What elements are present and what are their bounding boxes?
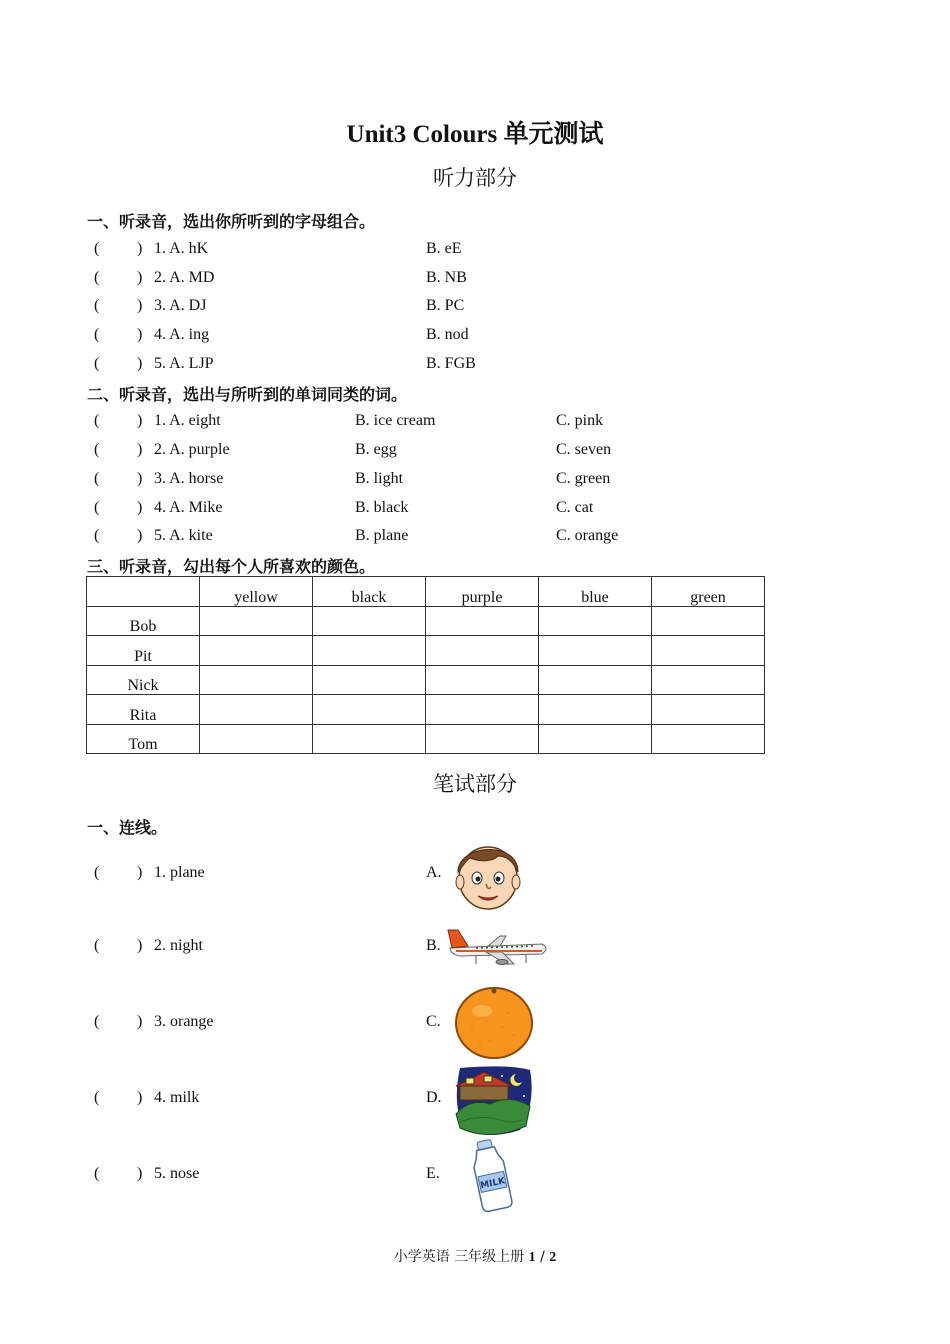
answer-paren-close: ) — [137, 1013, 143, 1030]
table-cell[interactable] — [539, 606, 652, 636]
option-b: B. ice cream — [355, 412, 436, 429]
option-c: C. seven — [556, 441, 612, 458]
option-a: 3. A. horse — [154, 470, 224, 487]
table-row-name: Bob — [87, 606, 200, 636]
table-cell[interactable] — [539, 665, 652, 695]
question-row — [0, 238, 950, 260]
option-b: B. FGB — [426, 355, 476, 372]
milk-label: MILK — [479, 1176, 507, 1192]
table-header-row — [87, 577, 765, 607]
answer-paren-close: ) — [137, 499, 143, 516]
option-a: 2. A. MD — [154, 269, 215, 286]
table-cell[interactable] — [200, 636, 313, 666]
match-letter: D. — [426, 1089, 442, 1106]
table-header-cell: black — [313, 577, 426, 607]
table-cell[interactable] — [539, 695, 652, 725]
table-cell[interactable] — [652, 636, 765, 666]
answer-paren-close: ) — [137, 240, 143, 257]
table-row-name: Nick — [87, 665, 200, 695]
answer-paren-open[interactable]: ( — [94, 937, 100, 954]
option-a: 3. A. DJ — [154, 297, 207, 314]
table-cell[interactable] — [652, 724, 765, 754]
option-a: 4. A. ing — [154, 326, 210, 343]
answer-paren-close: ) — [137, 355, 143, 372]
answer-paren-close: ) — [137, 937, 143, 954]
option-b: B. plane — [355, 527, 409, 544]
option-b: B. PC — [426, 297, 465, 314]
table-cell[interactable] — [652, 695, 765, 725]
match-letter: E. — [426, 1165, 440, 1182]
question-row — [0, 525, 950, 547]
table-cell[interactable] — [426, 606, 539, 636]
milk-bottle-picture — [464, 1138, 518, 1212]
option-a: 1. A. hK — [154, 240, 209, 257]
table-cell[interactable] — [426, 636, 539, 666]
question-row — [0, 353, 950, 375]
answer-paren-open[interactable]: ( — [94, 1165, 100, 1182]
answer-paren-open[interactable]: ( — [94, 297, 100, 314]
footer-text: 小学英语 三年级上册 — [393, 1249, 525, 1265]
option-c: C. green — [556, 470, 611, 487]
option-c: C. orange — [556, 527, 619, 544]
option-b: B. black — [355, 499, 409, 516]
option-b: B. light — [355, 470, 404, 487]
table-cell[interactable] — [200, 606, 313, 636]
match-word: 1. plane — [154, 864, 205, 881]
option-a: 5. A. LJP — [154, 355, 214, 372]
table-cell[interactable] — [313, 606, 426, 636]
page-title: Unit3 Colours 单元测试 — [346, 121, 604, 148]
table-cell[interactable] — [200, 695, 313, 725]
table-row — [87, 665, 765, 695]
answer-paren-open[interactable]: ( — [94, 864, 100, 881]
answer-paren-open[interactable]: ( — [94, 441, 100, 458]
table-cell[interactable] — [652, 606, 765, 636]
question-row — [0, 468, 950, 490]
match-letter: C. — [426, 1013, 441, 1030]
option-a: 5. A. kite — [154, 527, 213, 544]
table-cell[interactable] — [200, 724, 313, 754]
answer-paren-close: ) — [137, 527, 143, 544]
answer-paren-close: ) — [137, 470, 143, 487]
table-row — [87, 606, 765, 636]
option-a: 1. A. eight — [154, 412, 221, 429]
table-row — [87, 695, 765, 725]
option-c: C. pink — [556, 412, 604, 429]
table-cell[interactable] — [200, 665, 313, 695]
table-header-cell: blue — [539, 577, 652, 607]
question-row — [0, 295, 950, 317]
match-word: 5. nose — [154, 1165, 200, 1182]
answer-paren-close: ) — [137, 326, 143, 343]
part2-instruction: 二、听录音，选出与所听到的单词同类的词。 — [87, 385, 408, 404]
option-b: B. egg — [355, 441, 397, 458]
footer-page: 1 — [528, 1250, 536, 1265]
table-cell[interactable] — [539, 724, 652, 754]
part1-instruction: 一、听录音，选出你所听到的字母组合。 — [87, 212, 376, 231]
answer-paren-close: ) — [137, 269, 143, 286]
answer-paren-close: ) — [137, 441, 143, 458]
table-header-cell: yellow — [200, 577, 313, 607]
answer-paren-open[interactable]: ( — [94, 527, 100, 544]
table-row-name: Tom — [87, 724, 200, 754]
option-a: 4. A. Mike — [154, 499, 223, 516]
option-b: B. NB — [426, 269, 467, 286]
answer-paren-close: ) — [137, 412, 143, 429]
answer-paren-open[interactable]: ( — [94, 412, 100, 429]
table-row-name: Pit — [87, 636, 200, 666]
table-cell[interactable] — [313, 665, 426, 695]
airplane-picture — [446, 922, 550, 968]
night-house-picture — [450, 1064, 536, 1138]
answer-paren-open[interactable]: ( — [94, 326, 100, 343]
match-word: 2. night — [154, 937, 203, 954]
table-row-name: Rita — [87, 695, 200, 725]
option-c: C. cat — [556, 499, 594, 516]
table-cell[interactable] — [313, 636, 426, 666]
footer-total: 2 — [549, 1250, 557, 1265]
answer-paren-open[interactable]: ( — [94, 240, 100, 257]
question-row — [0, 439, 950, 461]
table-cell[interactable] — [426, 695, 539, 725]
answer-paren-open[interactable]: ( — [94, 470, 100, 487]
writing1-instruction: 一、连线。 — [87, 818, 168, 837]
page-footer — [0, 1246, 950, 1266]
match-word: 4. milk — [154, 1089, 200, 1106]
writing-heading: 笔试部分 — [433, 772, 517, 796]
match-letter: A. — [426, 864, 442, 881]
match-letter: B. — [426, 937, 441, 954]
table-corner-cell — [87, 577, 200, 607]
color-preference-table — [86, 576, 765, 754]
question-row — [0, 410, 950, 432]
orange-fruit-picture — [452, 983, 538, 1061]
answer-paren-close: ) — [137, 1165, 143, 1182]
question-row — [0, 497, 950, 519]
table-header-cell: purple — [426, 577, 539, 607]
table-cell[interactable] — [652, 665, 765, 695]
table-cell[interactable] — [426, 724, 539, 754]
table-header-cell: green — [652, 577, 765, 607]
part3-instruction: 三、听录音，勾出每个人所喜欢的颜色。 — [87, 557, 376, 576]
answer-paren-open[interactable]: ( — [94, 1089, 100, 1106]
answer-paren-open[interactable]: ( — [94, 1013, 100, 1030]
table-row — [87, 724, 765, 754]
table-cell[interactable] — [313, 724, 426, 754]
listening-heading: 听力部分 — [433, 166, 517, 190]
answer-paren-open[interactable]: ( — [94, 355, 100, 372]
table-cell[interactable] — [313, 695, 426, 725]
table-row — [87, 636, 765, 666]
option-a: 2. A. purple — [154, 441, 230, 458]
question-row — [0, 324, 950, 346]
match-word: 3. orange — [154, 1013, 214, 1030]
footer-sep: / — [540, 1249, 545, 1265]
table-cell[interactable] — [426, 665, 539, 695]
table-cell[interactable] — [539, 636, 652, 666]
answer-paren-open[interactable]: ( — [94, 499, 100, 516]
boy-face-picture — [452, 834, 524, 912]
answer-paren-close: ) — [137, 297, 143, 314]
option-b: B. nod — [426, 326, 469, 343]
answer-paren-open[interactable]: ( — [94, 269, 100, 286]
answer-paren-close: ) — [137, 864, 143, 881]
question-row — [0, 267, 950, 289]
answer-paren-close: ) — [137, 1089, 143, 1106]
option-b: B. eE — [426, 240, 462, 257]
